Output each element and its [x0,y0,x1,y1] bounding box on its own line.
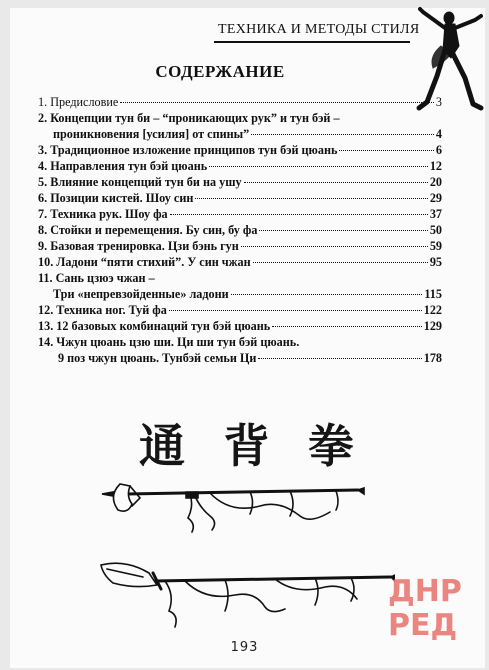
toc-entry [38,270,442,286]
toc-leader-dots [244,182,428,183]
toc-leader-dots [195,198,427,199]
toc-leader-dots [259,230,427,231]
toc-entry [38,318,442,334]
toc-entry-title: 8. Стойки и перемещения. Бу син, бу фа [38,223,258,237]
halberd-illustration [100,476,365,536]
toc-entry [38,334,442,350]
toc-entry-page: 4 [435,127,442,141]
toc-leader-dots [251,134,434,135]
watermark-logo [384,571,474,641]
toc-title: СОДЕРЖАНИЕ [155,62,285,81]
calligraphy-char: 通 [139,419,185,473]
toc-entry-page: 37 [429,207,442,221]
toc-entry-title: Три «непревзойденные» ладони [53,287,229,301]
toc-entry-page: 12 [429,159,442,173]
toc-entry [38,142,442,158]
page-number: 193 [230,640,259,655]
toc-entry-title: 11. Сань цзюэ чжан – [38,271,155,285]
svg-text:РЕД: РЕД [388,608,458,641]
toc-entry-title: 2. Концепции тун би – “проникающих рук” и тун бэй – [38,111,340,125]
toc-entry [38,302,442,318]
toc-entry-title: 14. Чжун цюань цзю ши. Ци ши тун бэй цюань. [38,335,300,349]
toc-entry-title: 9. Базовая тренировка. Цзи бэнь гун [38,239,239,253]
toc-entry [38,206,442,222]
calligraphy-char: 拳 [308,419,354,473]
toc-leader-dots [258,358,421,359]
toc-entry-title: 4. Направления тун бэй цюань [38,159,208,173]
toc-entry-page: 29 [429,191,442,205]
toc-entry [38,110,442,126]
calligraphy-title [139,418,354,473]
toc-entry [38,238,442,254]
toc-entry [38,174,442,190]
toc-leader-dots [209,166,428,167]
toc-entry [38,350,442,366]
toc-entry-page: 3 [435,95,442,109]
toc-entry [38,158,442,174]
toc-entry-title: 3. Традиционное изложение принципов тун бэй цюань [38,143,338,157]
header-rule [214,41,410,43]
toc-leader-dots [253,262,428,263]
calligraphy-char: 背 [223,419,270,473]
toc-leader-dots [241,246,428,247]
toc-entry-title: 13. 12 базовых комбинаций тун бэй цюань [38,319,271,333]
toc-entry [38,190,442,206]
toc-entry [38,222,442,238]
toc-entry-page: 122 [423,303,442,317]
svg-text:ДНР: ДНР [388,574,462,609]
broadsword-polearm-illustration [95,555,395,635]
toc-leader-dots [231,294,423,295]
toc-entry-title: 10. Ладони “пяти стихий”. У син чжан [38,255,251,269]
toc-leader-dots [169,310,422,311]
toc-entry-title: 1. Предисловие [38,95,119,109]
toc-entry-title: проникновения [усилия] от спины” [53,127,250,141]
toc-entry-page: 178 [423,351,442,365]
toc-entry-title: 12. Техника ног. Туй фа [38,303,167,317]
toc-entry-title: 7. Техника рук. Шоу фа [38,207,168,221]
toc-entry [38,254,442,270]
toc-entry [38,126,442,142]
toc-entry [38,286,442,302]
toc-entry-page: 20 [429,175,442,189]
toc-leader-dots [170,214,428,215]
toc-leader-dots [272,326,421,327]
toc-leader-dots [120,102,434,103]
toc-leader-dots [339,150,433,151]
running-header: ТЕХНИКА И МЕТОДЫ СТИЛЯ [218,22,420,37]
toc-entry-title: 6. Позиции кистей. Шоу син [38,191,194,205]
toc-entry-page: 115 [424,287,442,301]
toc-entry-page: 59 [429,239,442,253]
toc-entry-title: 9 поз чжун цюань. Тунбэй семьи Ци [58,351,257,365]
toc-entry-page: 6 [435,143,442,157]
toc-entry-title: 5. Влияние концепций тун би на ушу [38,175,242,189]
table-of-contents [38,94,442,366]
toc-entry [38,94,442,110]
toc-entry-page: 95 [429,255,442,269]
toc-entry-page: 50 [429,223,442,237]
toc-entry-page: 129 [423,319,442,333]
